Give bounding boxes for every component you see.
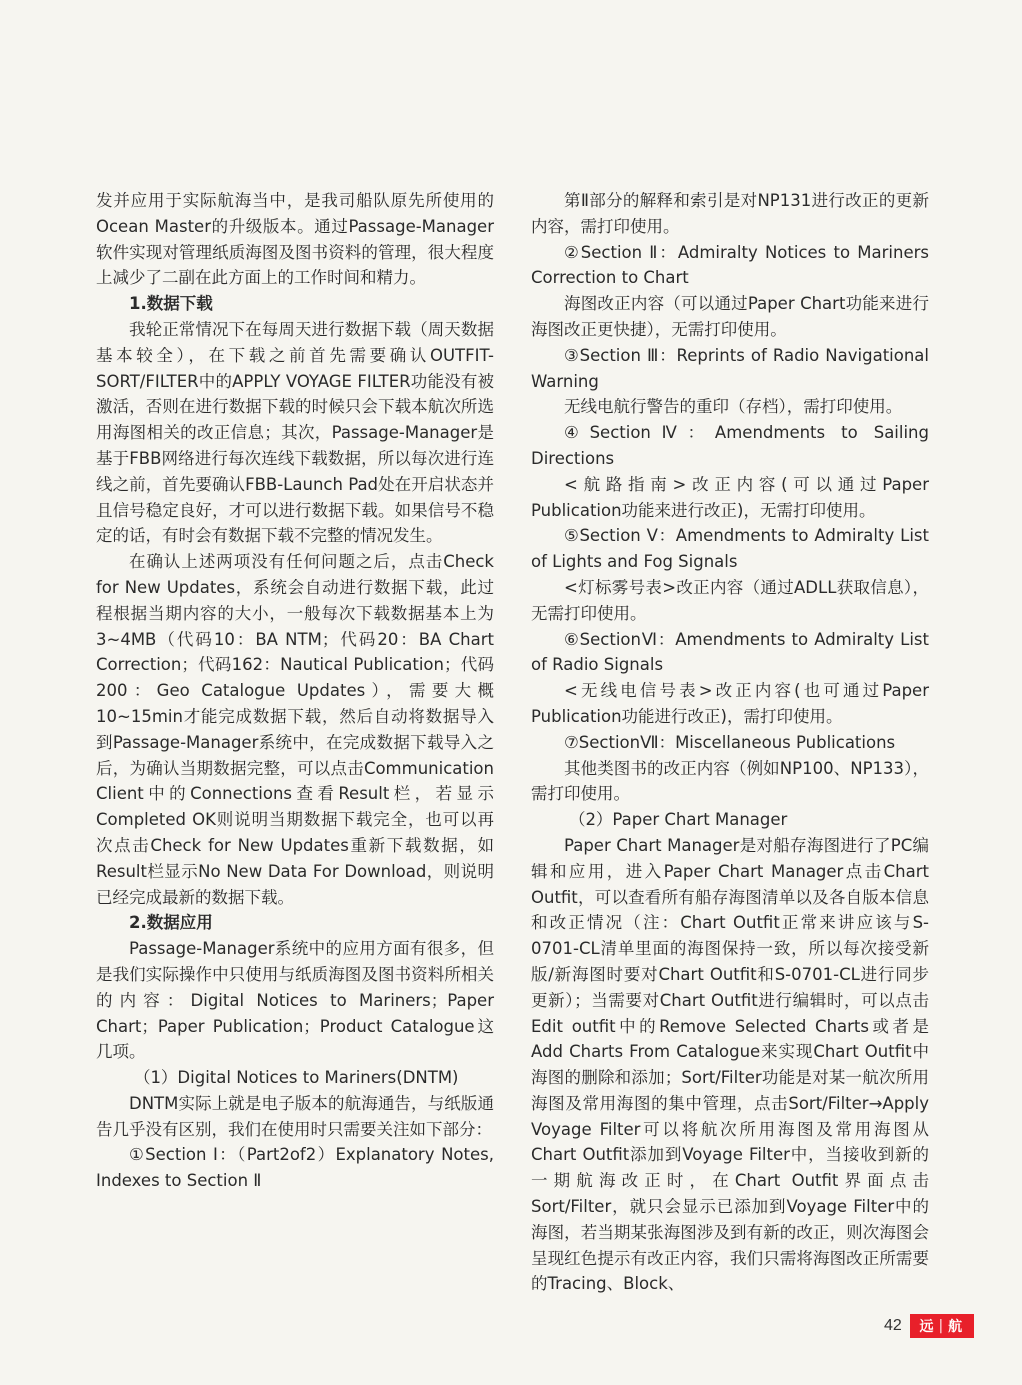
section-heading: 1.数据下载 — [129, 294, 213, 314]
paragraph: ⑤Section Ⅴ：Amendments to Admiralty List of Lights and Fog Signals — [531, 526, 929, 572]
logo-char-right: 航 — [948, 1319, 965, 1335]
paragraph: <无线电信号表>改正内容(也可通过Paper Publication功能进行改正)，需打印使用。 — [531, 681, 929, 726]
article-column-left — [96, 188, 494, 1194]
paragraph: ⑦SectionⅦ：Miscellaneous Publications — [564, 732, 896, 752]
paragraph: 无线电航行警告的重印（存档），需打印使用。 — [564, 397, 903, 417]
paragraph: （1）Digital Notices to Mariners(DNTM) — [133, 1068, 459, 1088]
paragraph: ①Section Ⅰ：（Part2of2）Explanatory Notes, Indexes to Section Ⅱ — [96, 1145, 494, 1191]
magazine-logo — [910, 1314, 974, 1338]
page-number: 42 — [884, 1317, 902, 1334]
page-footer — [884, 1313, 974, 1339]
logo-char-left: 远 — [919, 1319, 936, 1335]
paragraph: 我轮正常情况下在每周天进行数据下载（周天数据基本较全），在下载之前首先需要确认OUTFIT-SORT/FILTER中的APPLY VOYAGE FILTER功能没有被激活，否则在进行数据下载的时候只会下载本航次所选用海图相关的改正信息；其次，Passage-Manager是基于FBB网络进行每次连线下载数据，所以每次进行连线之前，首先要确认FBB-Launch Pad处在开启状态并且信号稳定良好，才可以进行数据下载。如果信号不稳定的话，有时会有数据下载不完整的情况发生。 — [96, 319, 494, 546]
paragraph: <灯标雾号表>改正内容（通过ADLL获取信息），无需打印使用。 — [531, 577, 929, 623]
paragraph: <航路指南>改正内容(可以通过Paper Publication功能来进行改正)，无需打印使用。 — [531, 474, 929, 520]
paragraph: 在确认上述两项没有任何问题之后，点击Check for New Updates，系统会自动进行数据下载，此过程根据当期内容的大小，一般每次下载数据基本上为3~4MB（代码10：BA NTM；代码20：BA Chart Correction；代码162：Nautical Publication；代码200：Geo Catalogue Updates），需要大概10~15min才能完成数据下载，然后自动将数据导入到Passage-Manager系统中，在完成数据下载导入之后，为确认当期数据完整，可以点击Communication Client中的Connections查看Result栏，若显示Completed OK则说明当期数据下载完全，也可以再次点击Check for New Updates重新下载数据，如Result栏显示No New Data For Download，则说明已经完成最新的数据下载。 — [96, 552, 494, 907]
paragraph: ④SectionⅣ：Amendments to Sailing Directions — [531, 423, 929, 468]
paragraph: Passage-Manager系统中的应用方面有很多，但是我们实际操作中只使用与纸质海图及图书资料所相关的内容：Digital Notices to Mariners；Paper Chart；Paper Publication；Product Catalogue这几项。 — [96, 939, 494, 1062]
paragraph: DNTM实际上就是电子版本的航海通告，与纸版通告几乎没有区别，我们在使用时只需要关注如下部分： — [96, 1093, 494, 1139]
article-column-right — [531, 188, 929, 1297]
paragraph: Paper Chart Manager是对船存海图进行了PC编辑和应用，进入Paper Chart Manager点击Chart Outfit，可以查看所有船存海图清单以及各自版本信息和改正情况（注：Chart Outfit正常来讲应该与S-0701-CL清单里面的海图保持一致，所以每次接受新版/新海图时要对Chart Outfit和S-0701-CL进行同步更新）；当需要对Chart Outfit进行编辑时，可以点击Edit outfit中的Remove Selected Charts或者是Add Charts From Catalogue来实现Chart Outfit中海图的删除和添加；Sort/Filter功能是对某一航次所用海图及常用海图的集中管理，点击Sort/Filter→Apply Voyage Filter可以将航次所用海图及常用海图从Chart Outfit添加到Voyage Filter中，当接收到新的一期航海改正时，在Chart Outfit界面点击Sort/Filter，就只会显示已添加到Voyage Filter中的海图，若当期某张海图涉及到有新的改正，则次海图会呈现红色提示有改正内容，我们只需将海图改正所需要的Tracing、Block、 — [531, 835, 929, 1294]
section-heading: 2.数据应用 — [129, 913, 213, 933]
paragraph: ⑥SectionⅥ：Amendments to Admiralty List of Radio Signals — [531, 629, 929, 675]
paragraph: 发并应用于实际航海当中，是我司船队原先所使用的Ocean Master的升级版本。通过Passage-Manager软件实现对管理纸质海图及图书资料的管理，很大程度上减少了二副在此方面上的工作时间和精力。 — [96, 191, 494, 288]
paragraph: ③Section Ⅲ：Reprints of Radio Navigational Warning — [531, 345, 929, 391]
paragraph: 其他类图书的改正内容（例如NP100、NP133），需打印使用。 — [531, 758, 929, 804]
paragraph: 海图改正内容（可以通过Paper Chart功能来进行海图改正更快捷），无需打印使用。 — [531, 294, 929, 339]
paragraph: ②Section Ⅱ：Admiralty Notices to Mariners Correction to Chart — [531, 242, 929, 288]
paragraph: （2）Paper Chart Manager — [568, 810, 788, 830]
paragraph: 第Ⅱ部分的解释和索引是对NP131进行改正的更新内容，需打印使用。 — [531, 191, 929, 236]
logo-separator: | — [938, 1318, 946, 1334]
